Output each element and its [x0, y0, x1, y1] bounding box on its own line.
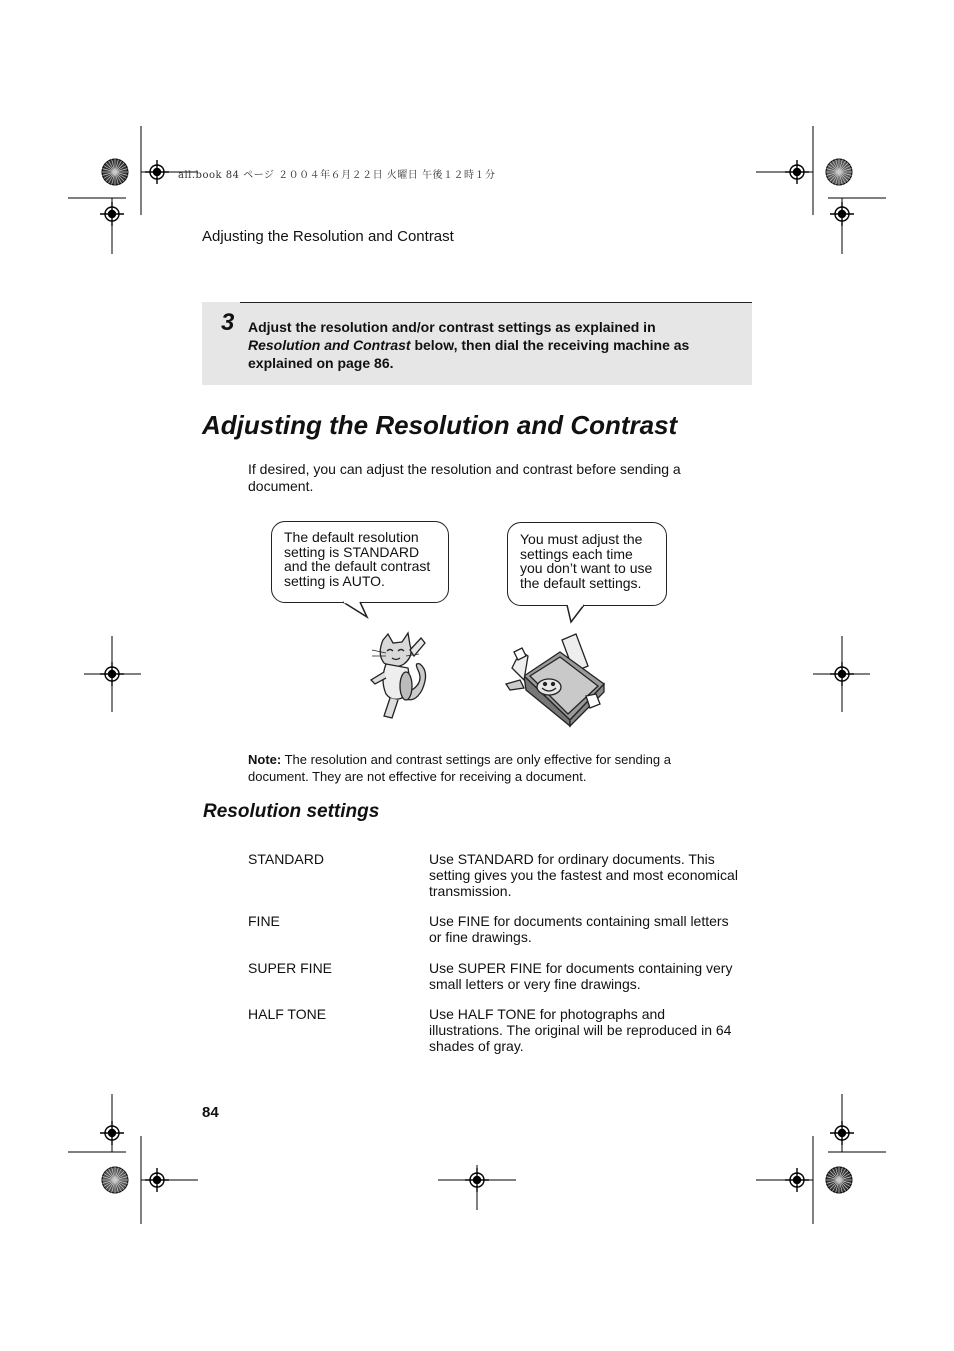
bubble-line: you don’t want to use: [520, 560, 653, 576]
intro-paragraph: If desired, you can adjust the resolution and contrast before sending a document.: [248, 461, 681, 494]
subsection-title: Resolution settings: [203, 801, 380, 822]
resolution-desc: Use SUPER FINE for documents containing very small letters or very fine drawings.: [429, 960, 733, 992]
bubble-line: and the default contrast: [284, 558, 431, 574]
resolution-name: SUPER FINE: [248, 960, 333, 976]
resolution-desc: Use STANDARD for ordinary documents. This setting gives you the fastest and most economical transmission.: [429, 851, 738, 899]
resolution-desc: Use HALF TONE for photographs and illustrations. The original will be reproduced in 64 shades of gray.: [429, 1006, 732, 1054]
note-text: The resolution and contrast settings are only effective for sending a document. They are not effective for receiving a document.: [248, 752, 671, 784]
resolution-desc: Use FINE for documents containing small letters or fine drawings.: [429, 913, 729, 945]
resolution-name: FINE: [248, 913, 280, 929]
print-header: all.book 84 ページ ２００４年６月２２日 火曜日 午後１２時１分: [178, 170, 496, 181]
page-number: 84: [202, 1104, 219, 1121]
cat-character-icon: [371, 633, 426, 718]
bubble-line: setting is STANDARD: [284, 543, 420, 560]
bubble-tail-left: [343, 602, 367, 617]
section-title: Adjusting the Resolution and Contrast: [202, 410, 678, 440]
bubble-line: setting is AUTO.: [284, 572, 385, 589]
step-ref: Resolution and Contrast: [248, 337, 411, 353]
fax-machine-character-icon: [506, 634, 604, 726]
resolution-name: HALF TONE: [248, 1006, 327, 1022]
bubble-tail-right: [567, 605, 584, 622]
bubble-line: settings each time: [520, 545, 633, 562]
step-line2: below, then dial the receiving machine as explained on page 86.: [248, 337, 690, 371]
running-head: Adjusting the Resolution and Contrast: [202, 228, 454, 245]
step-number: 3: [221, 309, 235, 336]
bubble-line: The default resolution: [284, 529, 419, 545]
note-label: Note:: [248, 752, 282, 767]
bubble-line: You must adjust the: [520, 531, 643, 547]
note-paragraph: [248, 751, 728, 785]
step-line1: Adjust the resolution and/or contrast settings as explained in: [248, 319, 656, 335]
resolution-name: STANDARD: [248, 851, 324, 867]
bubble-line: the default settings.: [520, 574, 642, 591]
